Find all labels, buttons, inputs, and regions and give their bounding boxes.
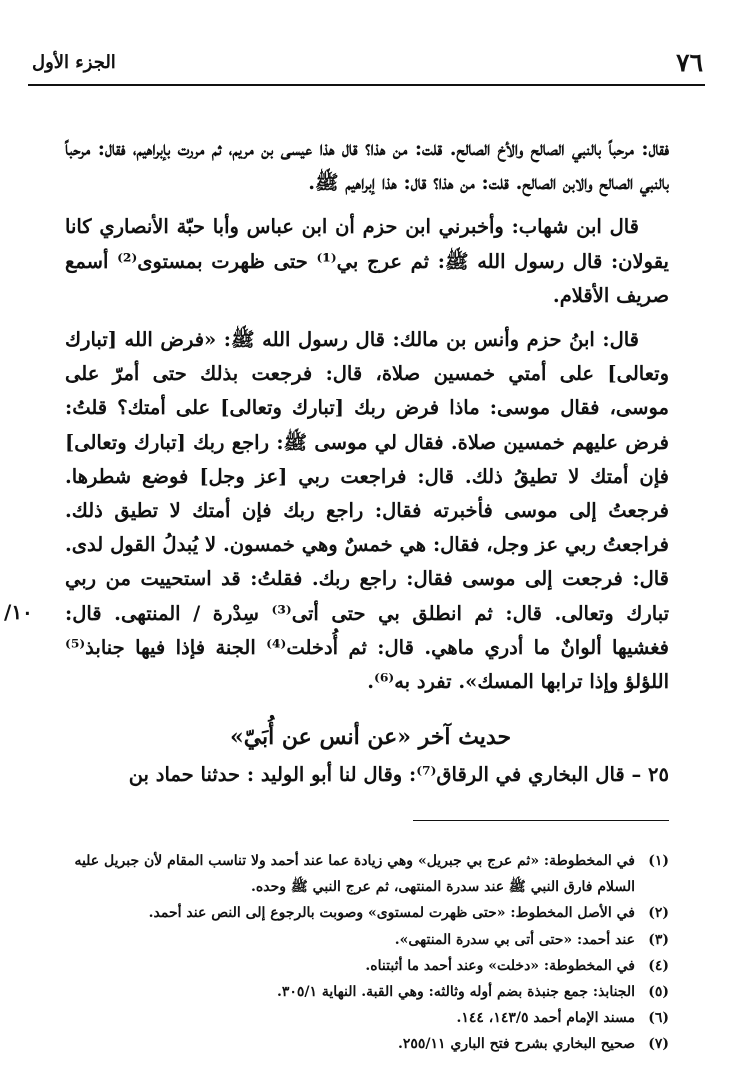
footnote-text: مسند الإمام أحمد ١٤٣/٥، ١٤٤.	[456, 1010, 635, 1027]
footnote-number: (٧)	[648, 1036, 669, 1053]
main-text	[65, 132, 669, 709]
section-heading: حديث آخر «عن أنس عن أُبَيّ»	[229, 724, 512, 750]
footnote-item	[65, 1005, 669, 1031]
page-header	[28, 48, 705, 86]
footnote-number: (٥)	[648, 984, 669, 1001]
hadith-text: ٢٥ – قال البخاري في الرقاق⁽⁷⁾: وقال لنا أبو الوليد : حدثنا حماد بن	[128, 763, 669, 786]
footnote-text: صحيح البخاري بشرح فتح الباري ٢٥٥/١١.	[397, 1036, 635, 1053]
paragraph-3: قال: ابنُ حزم وأنس بن مالك: قال رسول الله ﷺ: «فرض الله [تبارك وتعالى] على أمتي خمسين صلاة، قال: فرجعت بذلك حتى أمرّ على موسى، فقال موسى: ماذا فرض ربك [تبارك وتعالى] على أمتك؟ قلتُ: فرض عليهم خمسين صلاة. فقال لي موسى ﷺ: راجع ربك [تبارك وتعالى] فإن أمتك لا تطيقُ ذلك. قال: فراجعت ربي [عز وجل] فوضع شطرها. فرجعتُ إلى موسى فأخبرته فقال: راجع ربك فإن أمتك لا تطيق ذلك. فراجعتُ ربي عز وجل، فقال: هي خمسٌ وهي خمسون. لا يُبدلُ القول لدى. قال: فرجعت إلى موسى فقال: راجع ربك. فقلتُ: قد استحييت من ربي تبارك وتعالى. قال: ثم انطلق بي حتى أتى⁽³⁾ سِدْرة / المنتهى. قال: فغشيها ألوانٌ ما أدري ماهي. قال: ثم أُدخلت⁽⁴⁾ الجنة فإذا فيها جنابذ⁽⁵⁾ اللؤلؤ وإذا ترابها المسك». تفرد به⁽⁶⁾.	[65, 328, 670, 694]
footnote-item	[65, 900, 669, 926]
footnote-item	[65, 953, 669, 979]
paragraph-1: فقال: مرحباً بالنبي الصالح والأخ الصالح. قلت: من هذا؟ قال هذا عيسى بن مريم، ثم مررت بإبراهيم، فقال: مرحباً بالنبي الصالح والابن الصالح. قلت: من هذا؟ قال: هذا إبراهيم ﷺ.	[65, 137, 669, 195]
footnote-text: في المخطوطة: «دخلت» وعند أحمد ما أثبتناه.	[365, 957, 635, 974]
footnote-text: في الأصل المخطوط: «حتى ظهرت لمستوى» وصوبت بالرجوع إلى النص عند أحمد.	[148, 905, 635, 922]
footnote-number: (٢)	[648, 905, 669, 922]
footnote-number: (١)	[648, 853, 669, 869]
running-head: الجزء الأول	[32, 52, 116, 73]
footnote-item	[65, 979, 669, 1005]
footnote-text: في المخطوطة: «ثم عرج بي جبريل» وهي زيادة عما عند أحمد ولا تناسب المقام لأن جبريل عليه السلام فارق النبي ﷺ عند سدرة المنتهى، ثم عرج النبي ﷺ وحده.	[74, 853, 635, 896]
footnote-text: الجنابذ: جمع جنبذة بضم أوله وثالثه: وهي القبة. النهاية ٣٠٥/١.	[276, 984, 635, 1001]
footnotes	[65, 848, 669, 1058]
margin-folio-note: ١٠/	[4, 600, 33, 624]
footnote-item	[65, 1031, 669, 1057]
paragraph-2: قال ابن شهاب: وأخبرني ابن حزم أن ابن عباس وأبا حبّة الأنصاري كانا يقولان: قال رسول الله ﷺ: ثم عرج بي⁽¹⁾ حتى ظهرت بمستوى⁽²⁾ أسمع صريف الأقلام.	[65, 215, 669, 307]
page-number: ٧٦	[676, 48, 703, 77]
footnote-number: (٦)	[648, 1010, 669, 1027]
footnote-number: (٣)	[648, 931, 669, 948]
footnote-divider	[413, 820, 669, 821]
footnote-number: (٤)	[648, 957, 669, 974]
footnote-item	[65, 848, 669, 900]
footnote-item	[65, 927, 669, 953]
footnote-text: عند أحمد: «حتى أتى بي سدرة المنتهى».	[394, 931, 635, 948]
